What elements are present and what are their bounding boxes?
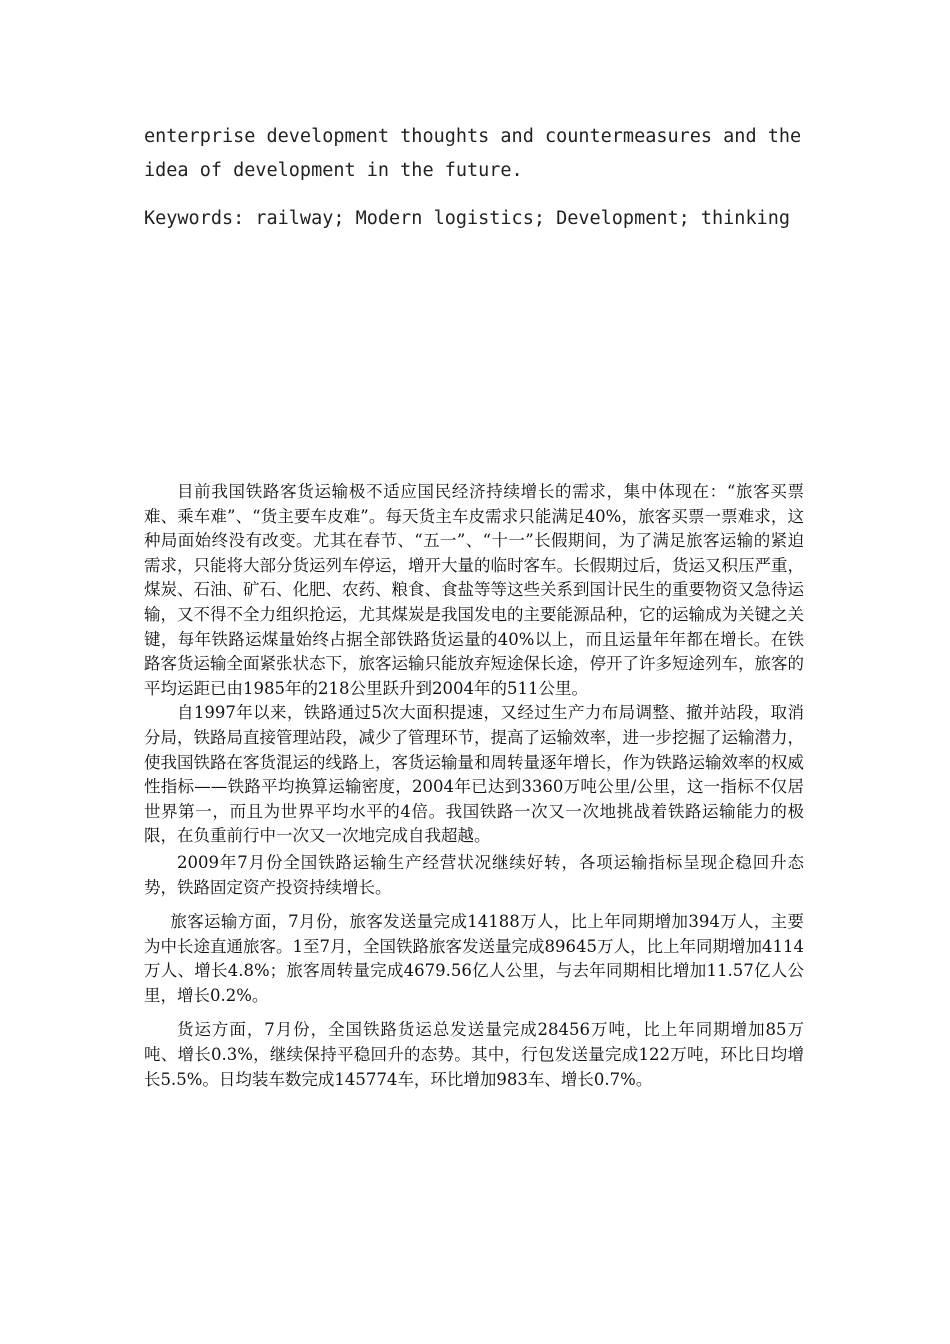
paragraph: 目前我国铁路客货运输极不适应国民经济持续增长的需求，集中体现在：“旅客买票难、乘车难”、“货主要车皮难”。每天货主车皮需求只能满足40%，旅客买票一票难求，这种局面始终没有改变。尤其在春节、“五一”、“十一”长假期间，为了满足旅客运输的紧迫需求，只能将大部分货运列车停运，增开大量的临时客车。长假期过后，货运又积压严重，煤炭、石油、矿石、化肥、农药、粮食、食盐等等这些关系到国计民生的重要物资又急待运输，又不得不全力组织抢运，尤其煤炭是我国发电的主要能源品种，它的运输成为关键之关键，每年铁路运煤量始终占据全部铁路货运量的40%以上，而且运量年年都在增长。在铁路客货运输全面紧张状态下，旅客运输只能放弃短途保长途，停开了许多短途列车，旅客的平均运距已由1985年的218公里跃升到2004年的511公里。 xyxy=(144,482,804,698)
body-section xyxy=(144,480,804,1092)
keywords-line: Keywords: railway; Modern logistics; Development; thinking xyxy=(144,208,791,229)
paragraph: 货运方面，7月份，全国铁路货运总发送量完成28456万吨，比上年同期增加85万吨、增长0.3%，继续保持平稳回升的态势。其中，行包发送量完成122万吨，环比日均增长5.5%。日均装车数完成145774车，环比增加983车、增长0.7%。 xyxy=(144,1020,804,1089)
paragraph: 旅客运输方面，7月份，旅客发送量完成14188万人，比上年同期增加394万人，主要为中长途直通旅客。1至7月，全国铁路旅客发送量完成89645万人，比上年同期增加4114万人、增长4.8%；旅客周转量完成4679.56亿人公里，与去年同期相比增加11.57亿人公里，增长0.2%。 xyxy=(144,912,804,1005)
abstract-text: enterprise development thoughts and countermeasures and the idea of development in the future. xyxy=(144,126,802,181)
paragraph: 2009年7月份全国铁路运输生产经营状况继续好转，各项运输指标呈现企稳回升态势，铁路固定资产投资持续增长。 xyxy=(144,852,804,897)
paragraph: 自1997年以来，铁路通过5次大面积提速，又经过生产力布局调整、撤并站段，取消分局，铁路局直接管理站段，减少了管理环节，提高了运输效率，进一步挖掘了运输潜力，使我国铁路在客货混运的线路上，客货运输量和周转量逐年增长，作为铁路运输效率的权威性指标——铁路平均换算运输密度，2004年已达到3360万吨公里/公里，这一指标不仅居世界第一，而且为世界平均水平的4倍。我国铁路一次又一次地挑战着铁路运输能力的极限，在负重前行中一次又一次地完成自我超越。 xyxy=(144,703,804,846)
